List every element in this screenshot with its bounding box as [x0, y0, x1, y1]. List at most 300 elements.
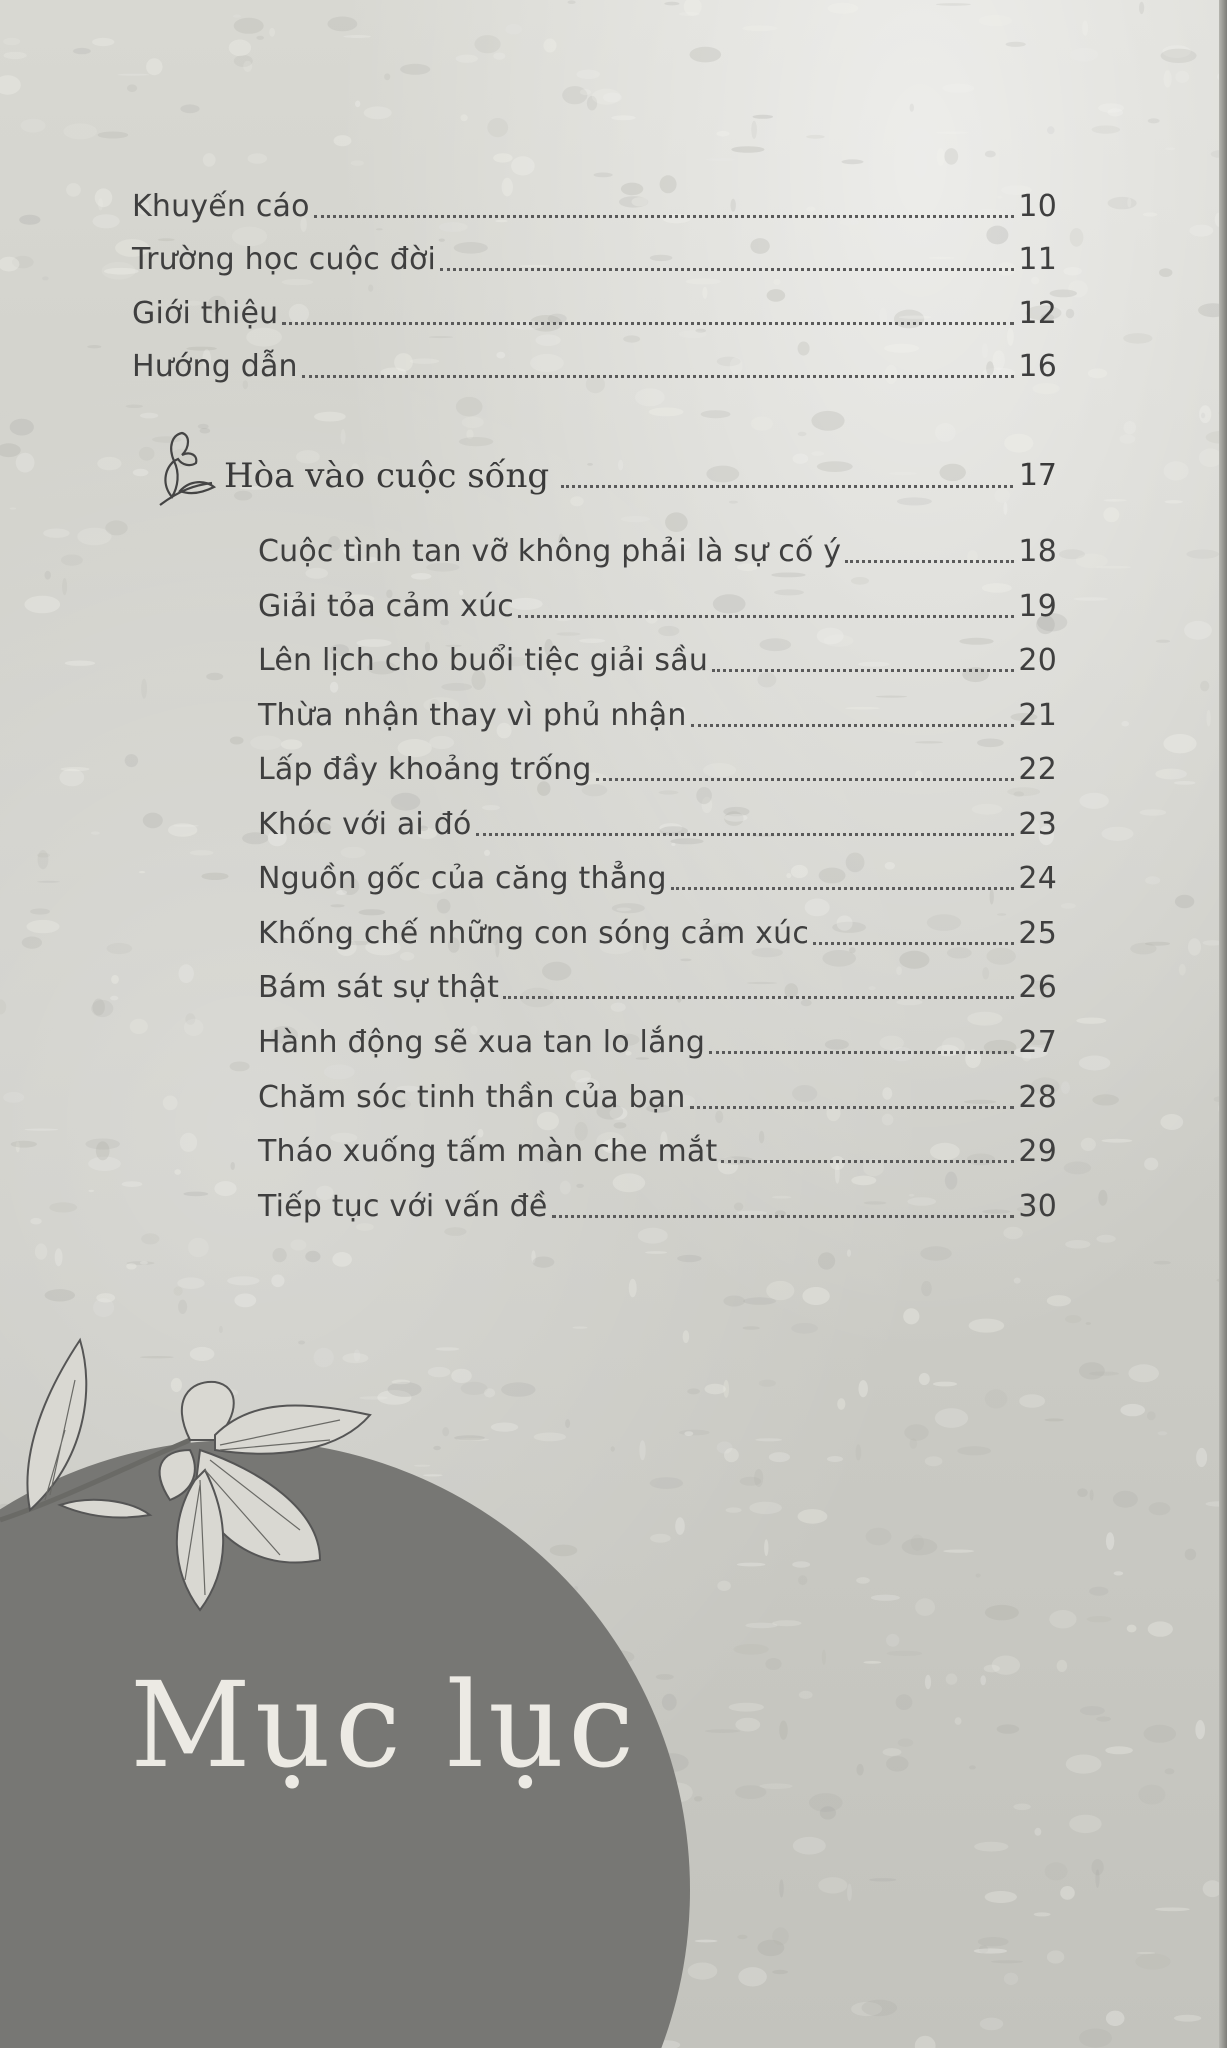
- paper-speck: [146, 58, 162, 75]
- paper-speck: [351, 160, 364, 165]
- paper-speck: [974, 1948, 1007, 1953]
- paper-speck: [919, 1373, 930, 1385]
- toc-entry-title: Bám sát sự thật: [258, 970, 500, 1005]
- toc-entry-title: Tháo xuống tấm màn che mắt: [258, 1134, 718, 1169]
- paper-speck: [364, 106, 392, 119]
- toc-entry[interactable]: [258, 916, 1057, 952]
- dot-leader: [282, 322, 1014, 325]
- dot-leader: [518, 615, 1014, 618]
- paper-speck: [1096, 1235, 1115, 1243]
- dot-leader: [476, 833, 1015, 836]
- paper-speck: [330, 904, 344, 907]
- paper-speck: [1147, 1411, 1156, 1420]
- dot-leader: [690, 1106, 1015, 1109]
- paper-speck: [66, 183, 81, 197]
- paper-speck: [969, 1319, 1005, 1333]
- paper-speck: [474, 35, 500, 53]
- paper-speck: [433, 1446, 441, 1450]
- paper-speck: [201, 873, 228, 880]
- dot-leader: [671, 887, 1015, 890]
- paper-speck: [459, 437, 493, 446]
- paper-speck: [695, 1940, 718, 1943]
- paper-speck: [690, 47, 722, 63]
- paper-speck: [759, 1783, 792, 1789]
- paper-speck: [915, 741, 943, 743]
- paper-speck: [1175, 71, 1189, 83]
- paper-speck: [1120, 434, 1136, 443]
- paper-speck: [281, 739, 302, 749]
- toc-entry[interactable]: [258, 1134, 1057, 1170]
- paper-speck: [687, 1388, 700, 1394]
- paper-speck: [93, 214, 120, 228]
- dot-leader: [721, 1160, 1014, 1163]
- paper-speck: [163, 1096, 178, 1111]
- paper-speck: [1073, 597, 1108, 600]
- paper-speck: [141, 1233, 159, 1244]
- toc-entry[interactable]: [258, 1080, 1057, 1116]
- page-edge: [1219, 0, 1227, 2048]
- toc-entry-page: 27: [1018, 1025, 1057, 1060]
- paper-speck: [925, 1675, 931, 1690]
- toc-entry-title: Hướng dẫn: [132, 349, 298, 384]
- paper-speck: [87, 345, 101, 348]
- paper-speck: [105, 520, 127, 535]
- paper-speck: [203, 153, 216, 167]
- paper-speck: [111, 975, 119, 984]
- paper-speck: [493, 53, 505, 60]
- paper-speck: [290, 1239, 306, 1250]
- paper-speck: [429, 336, 453, 338]
- paper-speck: [501, 1382, 535, 1396]
- toc-entry-title: Giới thiệu: [132, 296, 279, 331]
- paper-speck: [1206, 710, 1210, 726]
- paper-speck: [1057, 1660, 1068, 1672]
- paper-speck: [984, 1665, 1000, 1673]
- paper-speck: [751, 121, 757, 139]
- paper-speck: [1196, 1448, 1207, 1467]
- paper-speck: [577, 70, 600, 79]
- paper-speck: [910, 1438, 918, 1448]
- toc-entry[interactable]: [258, 807, 1057, 843]
- paper-speck: [729, 501, 738, 504]
- paper-speck: [1156, 640, 1170, 643]
- paper-speck: [61, 555, 83, 566]
- paper-speck: [751, 416, 773, 430]
- toc-entry-title: Giải tỏa cảm xúc: [258, 589, 514, 624]
- paper-speck: [454, 1435, 485, 1440]
- paper-speck: [886, 1634, 899, 1647]
- paper-speck: [491, 1423, 518, 1432]
- toc-entry-title: Khống chế những con sóng cảm xúc: [258, 916, 810, 951]
- paper-speck: [911, 1535, 924, 1551]
- paper-speck: [1065, 1240, 1090, 1249]
- paper-speck: [1165, 147, 1175, 150]
- paper-speck: [568, 0, 576, 4]
- toc-entry-page: 22: [1018, 752, 1057, 787]
- paper-speck: [11, 1141, 37, 1148]
- paper-speck: [1092, 126, 1120, 134]
- paper-speck: [665, 512, 688, 532]
- paper-speck: [550, 1545, 578, 1557]
- paper-speck: [536, 335, 561, 346]
- paper-speck: [269, 28, 275, 37]
- paper-speck: [437, 899, 451, 914]
- dot-leader: [709, 1051, 1014, 1054]
- paper-speck: [1104, 499, 1127, 502]
- paper-speck: [1135, 1954, 1170, 1970]
- paper-speck: [1127, 1625, 1137, 1633]
- dot-leader: [712, 669, 1014, 672]
- paper-speck: [273, 1248, 287, 1262]
- paper-speck: [1066, 1755, 1102, 1774]
- paper-speck: [1088, 368, 1107, 378]
- paper-speck: [817, 628, 844, 645]
- paper-speck: [851, 1176, 876, 1186]
- paper-speck: [857, 1764, 864, 1776]
- paper-speck: [61, 767, 90, 771]
- paper-speck: [233, 15, 241, 18]
- paper-speck: [21, 119, 46, 133]
- paper-speck: [96, 1293, 115, 1302]
- paper-speck: [980, 2018, 1003, 2031]
- toc-entry-title: Chăm sóc tinh thần của bạn: [258, 1080, 686, 1115]
- paper-speck: [735, 1718, 760, 1732]
- paper-speck: [1019, 1394, 1045, 1408]
- paper-speck: [183, 1192, 208, 1197]
- toc-entry-page: 26: [1018, 970, 1057, 1005]
- paper-speck: [1004, 434, 1033, 453]
- paper-speck: [1145, 876, 1160, 884]
- paper-speck: [915, 1598, 935, 1616]
- paper-speck: [234, 1294, 256, 1308]
- paper-speck: [664, 2, 679, 6]
- paper-speck: [828, 3, 859, 14]
- paper-speck: [1148, 118, 1160, 123]
- paper-speck: [1061, 903, 1076, 909]
- dot-leader: [813, 942, 1014, 945]
- paper-speck: [735, 1785, 766, 1799]
- toc-entry-page: 23: [1018, 807, 1057, 842]
- paper-speck: [332, 1252, 352, 1267]
- paper-speck: [798, 1575, 807, 1585]
- toc-entry[interactable]: [258, 861, 1057, 897]
- toc-entry-page: 25: [1018, 916, 1057, 951]
- paper-speck: [341, 847, 366, 858]
- paper-speck: [126, 1263, 136, 1269]
- paper-speck: [1155, 1908, 1190, 1912]
- paper-speck: [871, 1595, 900, 1601]
- paper-speck: [139, 871, 145, 873]
- paper-speck: [1014, 1278, 1021, 1284]
- paper-speck: [248, 153, 267, 163]
- paper-speck: [1165, 1768, 1175, 1774]
- paper-speck: [1045, 1862, 1068, 1880]
- paper-speck: [749, 1502, 782, 1514]
- paper-speck: [897, 497, 932, 505]
- paper-speck: [936, 131, 968, 134]
- paper-speck: [726, 1507, 742, 1512]
- paper-speck: [734, 1644, 769, 1655]
- paper-speck: [190, 850, 214, 855]
- paper-speck: [534, 1433, 566, 1442]
- paper-speck: [649, 407, 684, 416]
- paper-speck: [847, 1249, 851, 1256]
- paper-speck: [943, 1550, 974, 1553]
- paper-speck: [461, 1382, 488, 1395]
- toc-entry-title: Thừa nhận thay vì phủ nhận: [258, 698, 687, 733]
- paper-speck: [1106, 2011, 1125, 2026]
- paper-speck: [1140, 809, 1167, 816]
- paper-speck: [638, 1228, 668, 1244]
- paper-speck: [456, 55, 478, 63]
- paper-speck: [991, 1960, 1023, 1963]
- paper-speck: [3, 1092, 24, 1103]
- toc-entry-page: 16: [1018, 349, 1057, 384]
- paper-speck: [1003, 1227, 1023, 1239]
- paper-speck: [1004, 1973, 1018, 1985]
- paper-speck: [753, 115, 774, 119]
- toc-entry-page: 11: [1018, 242, 1057, 277]
- paper-speck: [611, 1446, 615, 1451]
- paper-speck: [188, 1238, 209, 1258]
- paper-speck: [675, 1517, 685, 1535]
- paper-speck: [793, 1837, 826, 1855]
- toc-section-title: Hòa vào cuộc sống: [224, 456, 550, 496]
- toc-entry-page: 19: [1018, 589, 1057, 624]
- paper-speck: [0, 443, 21, 457]
- paper-speck: [903, 1308, 919, 1324]
- paper-speck: [1139, 2, 1144, 14]
- toc-entry[interactable]: [258, 752, 1057, 788]
- paper-speck: [671, 843, 675, 846]
- paper-speck: [543, 39, 556, 53]
- toc-entry[interactable]: [258, 589, 1057, 625]
- paper-speck: [1064, 1162, 1091, 1175]
- paper-speck: [955, 1717, 962, 1725]
- dot-leader: [440, 268, 1014, 271]
- toc-entry-page: 28: [1018, 1080, 1057, 1115]
- paper-speck: [140, 413, 158, 419]
- paper-speck: [979, 15, 1013, 27]
- paper-speck: [1082, 20, 1088, 35]
- flower-illustration-icon: [0, 1320, 400, 1620]
- paper-speck: [1195, 1720, 1205, 1739]
- paper-speck: [1066, 309, 1074, 319]
- paper-speck: [1061, 1081, 1070, 1094]
- toc-entry-title: Hành động sẽ xua tan lo lắng: [258, 1025, 706, 1060]
- paper-speck: [977, 739, 1004, 748]
- paper-speck: [1076, 554, 1108, 569]
- toc-entry-page: 29: [1018, 1134, 1057, 1169]
- paper-speck: [1049, 1610, 1076, 1628]
- paper-speck: [1096, 566, 1131, 569]
- paper-speck: [62, 578, 67, 595]
- toc-entry[interactable]: [132, 296, 1057, 332]
- paper-speck: [341, 429, 346, 444]
- page-title: Mục lục: [130, 1656, 639, 1794]
- toc-section[interactable]: [224, 456, 1057, 496]
- paper-speck: [1092, 1859, 1104, 1875]
- paper-speck: [694, 1796, 702, 1801]
- paper-speck: [400, 952, 414, 961]
- paper-speck: [1164, 70, 1172, 87]
- paper-speck: [10, 508, 16, 510]
- paper-speck: [933, 1382, 957, 1387]
- paper-speck: [428, 1367, 451, 1377]
- toc-entry[interactable]: [258, 698, 1057, 734]
- paper-speck: [1155, 769, 1187, 780]
- paper-speck: [38, 850, 49, 869]
- toc-entry-page: 12: [1018, 296, 1057, 331]
- paper-speck: [556, 632, 580, 635]
- paper-speck: [887, 1651, 922, 1656]
- paper-speck: [127, 84, 137, 92]
- paper-speck: [126, 405, 143, 409]
- paper-speck: [612, 903, 645, 913]
- paper-speck: [1148, 1621, 1173, 1636]
- dot-leader: [561, 485, 1013, 488]
- paper-speck: [324, 1065, 355, 1080]
- paper-speck: [997, 1724, 1020, 1733]
- toc-entry-page: 30: [1018, 1189, 1057, 1224]
- paper-speck: [1145, 942, 1170, 946]
- paper-speck: [969, 1765, 976, 1769]
- paper-speck: [451, 1369, 472, 1383]
- paper-speck: [680, 959, 691, 962]
- paper-speck: [706, 158, 735, 161]
- paper-speck: [1123, 333, 1152, 344]
- paper-speck: [851, 577, 869, 585]
- paper-speck: [869, 1878, 896, 1881]
- paper-speck: [423, 1474, 443, 1476]
- toc-entry-page: 21: [1018, 698, 1057, 733]
- paper-speck: [19, 215, 40, 225]
- paper-speck: [1070, 228, 1084, 247]
- paper-speck: [97, 457, 121, 470]
- toc-entry[interactable]: [132, 242, 1057, 278]
- paper-speck: [847, 1884, 852, 1901]
- paper-speck: [256, 36, 264, 40]
- paper-speck: [863, 1661, 881, 1664]
- dot-leader: [596, 778, 1015, 781]
- paper-speck: [921, 1281, 932, 1296]
- paper-speck: [779, 1721, 788, 1740]
- paper-speck: [1035, 1828, 1042, 1836]
- paper-speck: [3, 38, 20, 46]
- paper-speck: [1079, 2029, 1112, 2048]
- toc-entry[interactable]: [132, 349, 1057, 385]
- paper-speck: [806, 135, 825, 139]
- paper-speck: [1105, 1746, 1133, 1754]
- toc-entry[interactable]: [132, 189, 1057, 225]
- paper-speck: [91, 831, 100, 834]
- paper-speck: [759, 1380, 776, 1387]
- paper-speck: [414, 1465, 430, 1467]
- toc-entry[interactable]: [258, 534, 1057, 570]
- dot-leader: [845, 560, 1014, 563]
- paper-speck: [635, 388, 665, 406]
- paper-speck: [1185, 1549, 1196, 1561]
- toc-entry[interactable]: [258, 643, 1057, 679]
- paper-speck: [314, 412, 346, 422]
- toc-entry[interactable]: [258, 1189, 1057, 1225]
- paper-speck: [820, 1806, 836, 1819]
- paper-speck: [562, 86, 587, 104]
- paper-speck: [179, 964, 194, 983]
- paper-speck: [1174, 781, 1196, 785]
- paper-speck: [1047, 126, 1054, 134]
- paper-speck: [400, 64, 430, 75]
- dot-leader: [503, 996, 1014, 999]
- paper-speck: [859, 1380, 868, 1397]
- paper-speck: [737, 1563, 766, 1567]
- paper-speck: [1143, 212, 1158, 216]
- paper-speck: [944, 148, 958, 165]
- paper-speck: [724, 1448, 739, 1462]
- dot-leader: [552, 1215, 1015, 1218]
- paper-speck: [42, 276, 49, 280]
- paper-speck: [1127, 198, 1131, 208]
- paper-speck: [645, 1251, 667, 1254]
- paper-speck: [842, 159, 864, 164]
- paper-speck: [1086, 1322, 1091, 1325]
- paper-speck: [937, 148, 945, 166]
- dot-leader: [302, 375, 1015, 378]
- paper-speck: [623, 335, 640, 342]
- toc-entry-title: Lấp đầy khoảng trống: [258, 752, 592, 787]
- paper-speck: [55, 1248, 63, 1266]
- paper-speck: [570, 496, 584, 506]
- paper-speck: [731, 146, 764, 153]
- paper-speck: [10, 419, 34, 436]
- paper-speck: [444, 1227, 466, 1236]
- paper-speck: [250, 736, 282, 751]
- paper-speck: [1045, 1418, 1064, 1421]
- paper-speck: [1080, 1706, 1105, 1715]
- paper-speck: [98, 132, 129, 139]
- paper-speck: [976, 1574, 981, 1578]
- paper-speck: [764, 1539, 768, 1556]
- paper-speck: [856, 1444, 862, 1460]
- paper-speck: [1200, 681, 1209, 692]
- toc-entry[interactable]: [258, 1025, 1057, 1061]
- paper-speck: [173, 825, 199, 827]
- paper-speck: [1079, 793, 1108, 809]
- paper-speck: [792, 1561, 810, 1567]
- paper-speck: [234, 18, 264, 34]
- paper-speck: [573, 1326, 588, 1328]
- paper-speck: [143, 813, 163, 829]
- paper-speck: [0, 75, 21, 94]
- paper-speck: [334, 135, 352, 146]
- paper-speck: [462, 417, 484, 429]
- paper-speck: [580, 89, 591, 95]
- paper-speck: [798, 432, 807, 436]
- paper-speck: [1006, 42, 1026, 47]
- paper-speck: [978, 1937, 1009, 1946]
- paper-speck: [1159, 268, 1172, 277]
- paper-speck: [1128, 1364, 1159, 1382]
- paper-speck: [1188, 938, 1201, 955]
- paper-speck: [1065, 1315, 1081, 1323]
- paper-speck: [946, 1673, 958, 1684]
- paper-speck: [1098, 103, 1124, 112]
- toc-entry[interactable]: [258, 970, 1057, 1006]
- paper-speck: [743, 1326, 760, 1330]
- paper-speck: [1060, 1886, 1075, 1900]
- paper-speck: [158, 238, 175, 241]
- paper-speck: [974, 1842, 1008, 1852]
